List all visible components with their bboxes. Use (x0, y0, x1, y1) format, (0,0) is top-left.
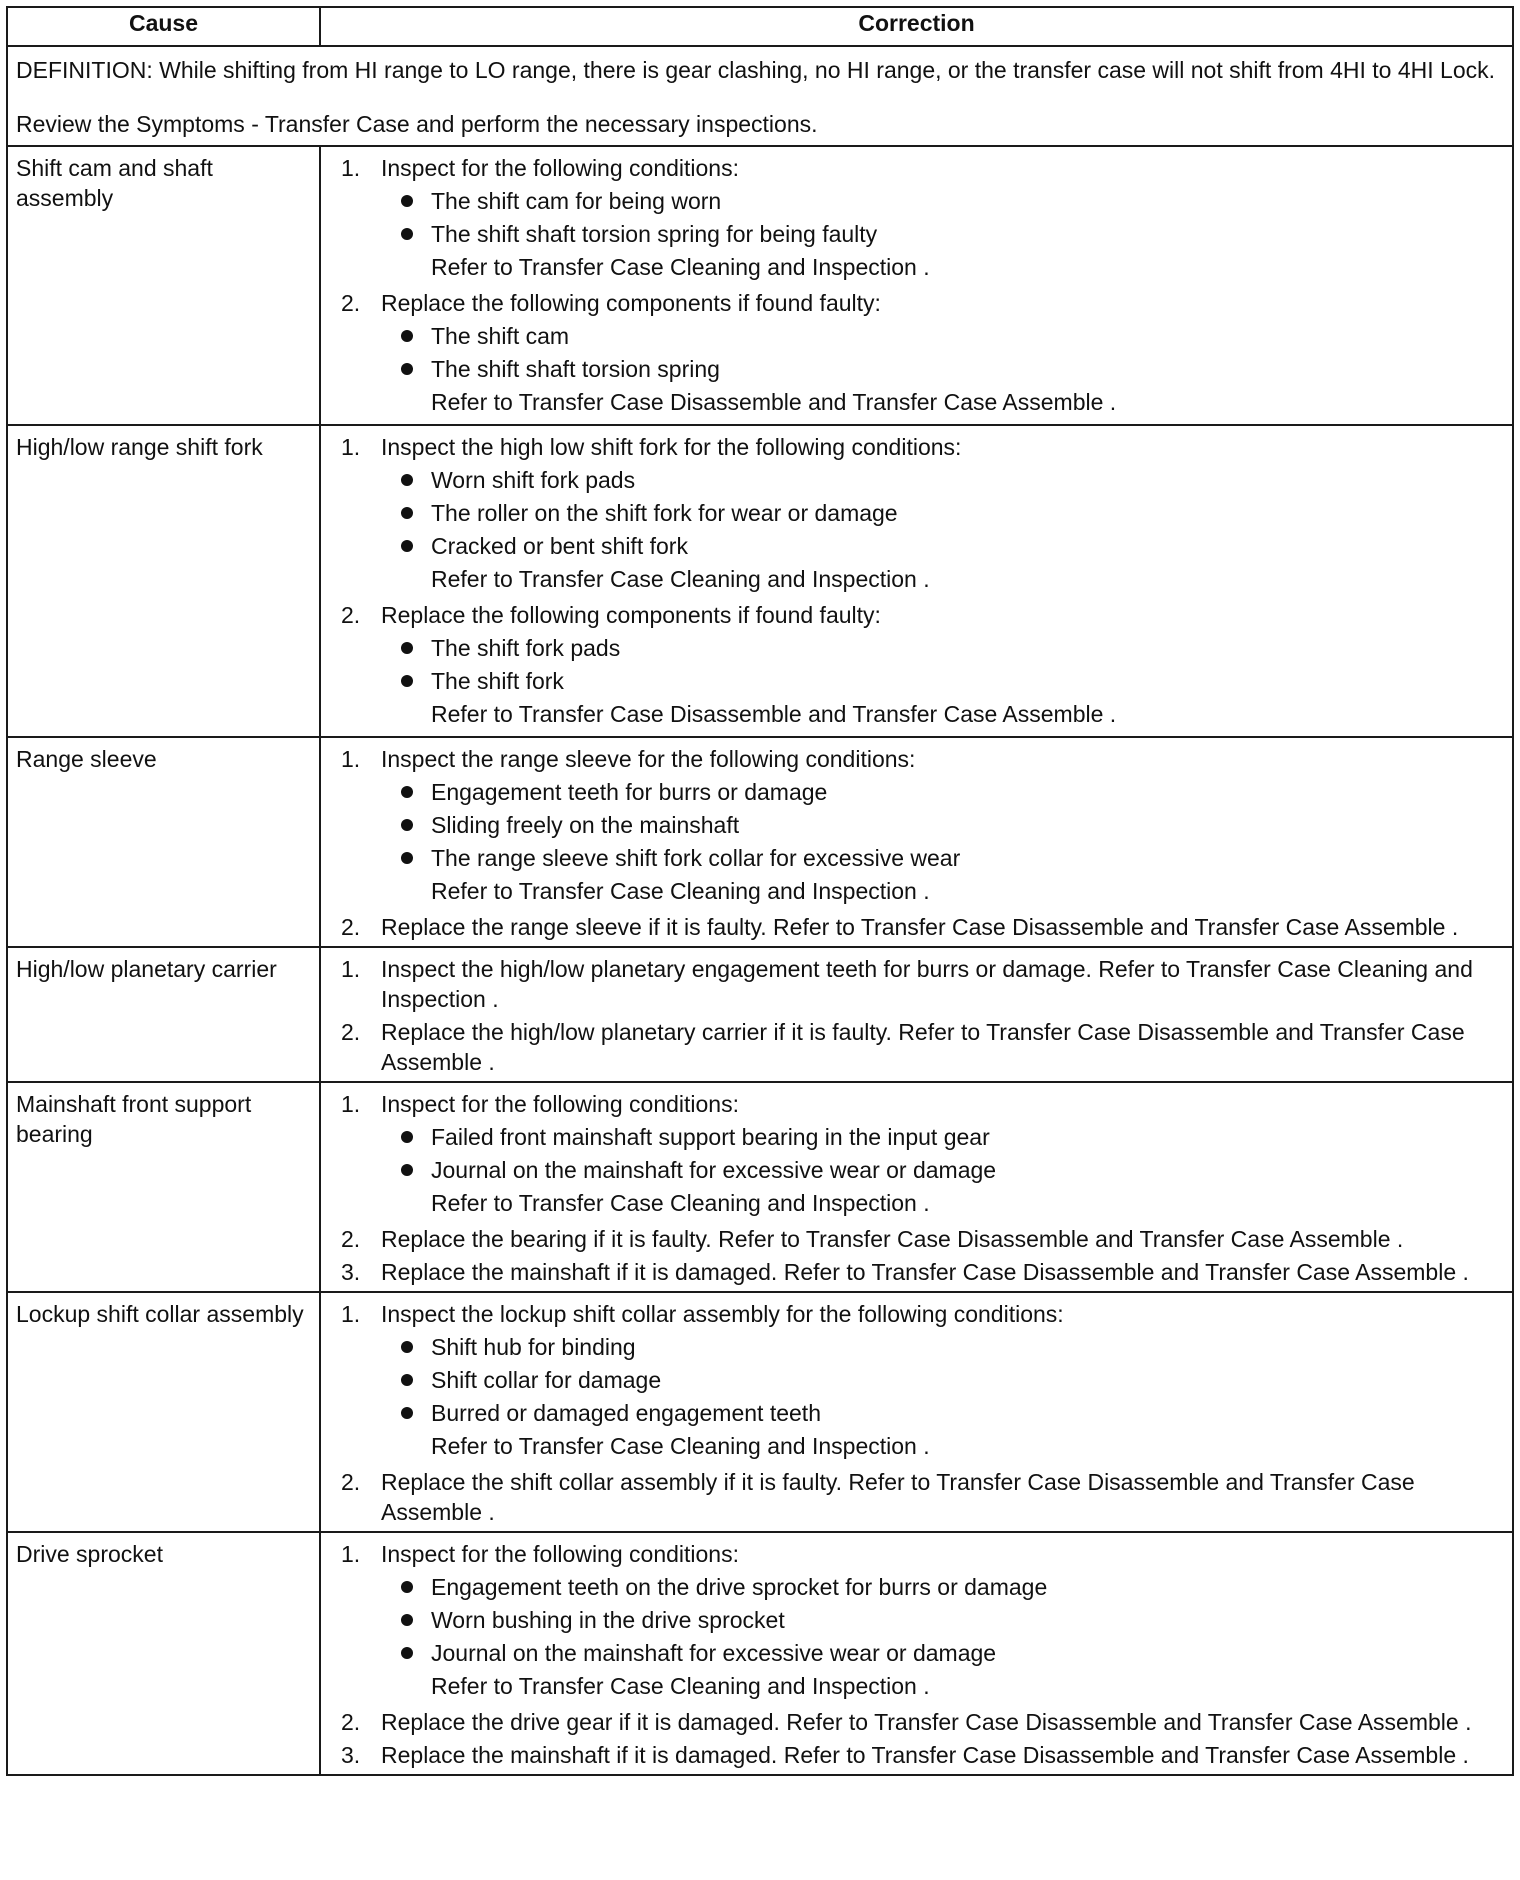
correction-step (341, 153, 1504, 285)
condition-text: Cracked or bent shift fork (431, 533, 688, 559)
correction-step (341, 954, 1504, 1014)
step-number: 2. (341, 290, 361, 316)
table-row (7, 1082, 1513, 1292)
condition-text: Shift hub for binding (431, 1334, 636, 1360)
bullet-icon (381, 186, 431, 216)
table-row (7, 1532, 1513, 1775)
cause-cell: High/low range shift fork (7, 425, 320, 737)
condition-text: Sliding freely on the mainshaft (431, 812, 740, 838)
condition-text: Worn bushing in the drive sprocket (431, 1607, 785, 1633)
table-row (7, 146, 1513, 425)
correction-step (341, 1224, 1504, 1254)
reference-text: Refer to Transfer Case Disassemble and Transfer Case Assemble . (431, 701, 1117, 727)
step-text: Inspect the lockup shift collar assembly for the following conditions: (381, 1301, 1064, 1327)
correction-cell (320, 146, 1513, 425)
step-number: 1. (341, 1541, 361, 1567)
table-body (7, 46, 1513, 1775)
correction-steps (341, 1299, 1504, 1527)
condition-list (381, 321, 1504, 384)
reference-text: Refer to Transfer Case Cleaning and Inspection . (431, 566, 930, 592)
step-text: Inspect for the following conditions: (381, 155, 739, 181)
correction-step (341, 600, 1504, 732)
step-number: 1. (341, 1091, 361, 1117)
correction-cell (320, 425, 1513, 737)
step-text: Replace the high/low planetary carrier if it is faulty. Refer to Transfer Case Disassemble and Transfer Case Assemble . (381, 1019, 1465, 1075)
step-text: Replace the mainshaft if it is damaged. Refer to Transfer Case Disassemble and Transfer Case Assemble . (381, 1742, 1469, 1768)
condition-text: The shift cam for being worn (431, 188, 722, 214)
correction-step (341, 1017, 1504, 1077)
step-number: 2. (341, 914, 361, 940)
condition-text: The shift shaft torsion spring for being faulty (431, 221, 878, 247)
correction-step (341, 1740, 1504, 1770)
correction-column-header: Correction (320, 7, 1513, 46)
step-number: 2. (341, 602, 361, 628)
correction-step (341, 912, 1504, 942)
correction-step (341, 1539, 1504, 1704)
step-body (381, 744, 1504, 909)
correction-cell (320, 1082, 1513, 1292)
bullet-icon (381, 1605, 431, 1635)
step-body (381, 1740, 1504, 1770)
correction-steps (341, 744, 1504, 942)
bullet-icon (381, 1638, 431, 1668)
step-number: 1. (341, 956, 361, 982)
correction-step (341, 288, 1504, 420)
reference-text: Refer to Transfer Case Cleaning and Inspection . (431, 1433, 930, 1459)
bullet-icon (381, 633, 431, 663)
step-text: Inspect for the following conditions: (381, 1541, 739, 1567)
step-number: 1. (341, 746, 361, 772)
condition-text: Engagement teeth on the drive sprocket for burrs or damage (431, 1574, 1048, 1600)
condition-item (381, 465, 1504, 495)
condition-text: The range sleeve shift fork collar for excessive wear (431, 845, 961, 871)
definition-cell (7, 46, 1513, 146)
condition-text: The shift shaft torsion spring (431, 356, 720, 382)
condition-text: Burred or damaged engagement teeth (431, 1400, 821, 1426)
bullet-icon (381, 1122, 431, 1152)
condition-item (381, 777, 1504, 807)
step-body (381, 1257, 1504, 1287)
step-body (381, 153, 1504, 285)
condition-list (381, 1122, 1504, 1185)
condition-item (381, 1572, 1504, 1602)
condition-list (381, 186, 1504, 249)
step-text: Inspect for the following conditions: (381, 1091, 739, 1117)
bullet-icon (381, 1365, 431, 1395)
cause-cell: Range sleeve (7, 737, 320, 947)
step-number: 2. (341, 1469, 361, 1495)
reference-text: Refer to Transfer Case Cleaning and Inspection . (431, 254, 930, 280)
bullet-icon (381, 465, 431, 495)
step-number: 1. (341, 155, 361, 181)
step-number: 3. (341, 1742, 361, 1768)
table-row (7, 947, 1513, 1082)
step-body (381, 1539, 1504, 1704)
step-text: Replace the bearing if it is faulty. Refer to Transfer Case Disassemble and Transfer Case Assemble . (381, 1226, 1404, 1252)
condition-list (381, 777, 1504, 873)
condition-text: Journal on the mainshaft for excessive wear or damage (431, 1640, 997, 1666)
condition-text: Shift collar for damage (431, 1367, 662, 1393)
step-text: Inspect the high low shift fork for the following conditions: (381, 434, 962, 460)
step-body (381, 1467, 1504, 1527)
bullet-icon (381, 1155, 431, 1185)
condition-item (381, 354, 1504, 384)
document-page (6, 6, 1512, 1870)
condition-item (381, 1365, 1504, 1395)
step-body (381, 1299, 1504, 1464)
condition-item (381, 1398, 1504, 1428)
condition-item (381, 1605, 1504, 1635)
step-text: Replace the following components if found faulty: (381, 290, 881, 316)
correction-step (341, 1257, 1504, 1287)
table-row (7, 737, 1513, 947)
correction-step (341, 1467, 1504, 1527)
condition-list (381, 1332, 1504, 1428)
correction-cell (320, 1532, 1513, 1775)
condition-item (381, 843, 1504, 873)
correction-steps (341, 1539, 1504, 1770)
cause-cell: Lockup shift collar assembly (7, 1292, 320, 1532)
step-body (381, 1017, 1504, 1077)
reference-text: Refer to Transfer Case Cleaning and Inspection . (431, 1190, 930, 1216)
cause-cell: Shift cam and shaft assembly (7, 146, 320, 425)
cause-cell: Mainshaft front support bearing (7, 1082, 320, 1292)
condition-item (381, 186, 1504, 216)
step-text: Replace the following components if found faulty: (381, 602, 881, 628)
correction-step (341, 1089, 1504, 1221)
step-number: 3. (341, 1259, 361, 1285)
bullet-icon (381, 498, 431, 528)
correction-step (341, 744, 1504, 909)
cause-column-header: Cause (7, 7, 320, 46)
condition-list (381, 465, 1504, 561)
correction-steps (341, 954, 1504, 1077)
condition-list (381, 633, 1504, 696)
condition-item (381, 633, 1504, 663)
definition-row (7, 46, 1513, 146)
step-body (381, 1707, 1504, 1737)
step-text: Replace the shift collar assembly if it is faulty. Refer to Transfer Case Disassemble and Transfer Case Assemble . (381, 1469, 1415, 1525)
correction-cell (320, 947, 1513, 1082)
condition-text: Worn shift fork pads (431, 467, 636, 493)
condition-text: The shift cam (431, 323, 570, 349)
step-body (381, 1089, 1504, 1221)
bullet-icon (381, 1332, 431, 1362)
step-text: Replace the mainshaft if it is damaged. Refer to Transfer Case Disassemble and Transfer Case Assemble . (381, 1259, 1469, 1285)
cause-cell: High/low planetary carrier (7, 947, 320, 1082)
definition-text: DEFINITION: While shifting from HI range to LO range, there is gear clashing, no HI range, or the transfer case will not shift from 4HI to 4HI Lock. (16, 57, 1495, 83)
reference-text: Refer to Transfer Case Cleaning and Inspection . (431, 878, 930, 904)
bullet-icon (381, 810, 431, 840)
condition-text: The shift fork pads (431, 635, 621, 661)
condition-item (381, 1122, 1504, 1152)
cause-cell: Drive sprocket (7, 1532, 320, 1775)
review-symptoms-text: Review the Symptoms - Transfer Case and perform the necessary inspections. (16, 111, 818, 137)
correction-step (341, 432, 1504, 597)
condition-item (381, 1155, 1504, 1185)
condition-item (381, 498, 1504, 528)
condition-item (381, 531, 1504, 561)
bullet-icon (381, 321, 431, 351)
step-body (381, 1224, 1504, 1254)
diagnostic-table (6, 6, 1514, 1776)
step-body (381, 954, 1504, 1014)
bullet-icon (381, 1398, 431, 1428)
bullet-icon (381, 531, 431, 561)
condition-text: The shift fork (431, 668, 564, 694)
bullet-icon (381, 666, 431, 696)
step-number: 1. (341, 1301, 361, 1327)
condition-text: The roller on the shift fork for wear or damage (431, 500, 898, 526)
bullet-icon (381, 843, 431, 873)
correction-cell (320, 1292, 1513, 1532)
step-number: 2. (341, 1709, 361, 1735)
step-body (381, 600, 1504, 732)
bullet-icon (381, 219, 431, 249)
correction-steps (341, 1089, 1504, 1287)
step-body (381, 432, 1504, 597)
step-number: 2. (341, 1019, 361, 1045)
condition-item (381, 810, 1504, 840)
reference-text: Refer to Transfer Case Cleaning and Inspection . (431, 1673, 930, 1699)
condition-item (381, 219, 1504, 249)
condition-item (381, 1638, 1504, 1668)
table-row (7, 425, 1513, 737)
step-text: Replace the range sleeve if it is faulty. Refer to Transfer Case Disassemble and Transfer Case Assemble . (381, 914, 1459, 940)
step-text: Replace the drive gear if it is damaged. Refer to Transfer Case Disassemble and Transfer Case Assemble . (381, 1709, 1472, 1735)
correction-steps (341, 153, 1504, 420)
bullet-icon (381, 1572, 431, 1602)
condition-text: Journal on the mainshaft for excessive wear or damage (431, 1157, 997, 1183)
condition-item (381, 666, 1504, 696)
condition-item (381, 1332, 1504, 1362)
reference-text: Refer to Transfer Case Disassemble and Transfer Case Assemble . (431, 389, 1117, 415)
bullet-icon (381, 777, 431, 807)
header-row (7, 7, 1513, 46)
correction-steps (341, 432, 1504, 732)
table-row (7, 1292, 1513, 1532)
step-body (381, 912, 1504, 942)
step-number: 2. (341, 1226, 361, 1252)
step-text: Inspect the range sleeve for the following conditions: (381, 746, 916, 772)
condition-list (381, 1572, 1504, 1668)
bullet-icon (381, 354, 431, 384)
condition-text: Engagement teeth for burrs or damage (431, 779, 828, 805)
condition-text: Failed front mainshaft support bearing in the input gear (431, 1124, 990, 1150)
step-number: 1. (341, 434, 361, 460)
correction-step (341, 1299, 1504, 1464)
step-body (381, 288, 1504, 420)
condition-item (381, 321, 1504, 351)
step-text: Inspect the high/low planetary engagement teeth for burrs or damage. Refer to Transfer Case Cleaning and Inspection . (381, 956, 1473, 1012)
correction-cell (320, 737, 1513, 947)
correction-step (341, 1707, 1504, 1737)
